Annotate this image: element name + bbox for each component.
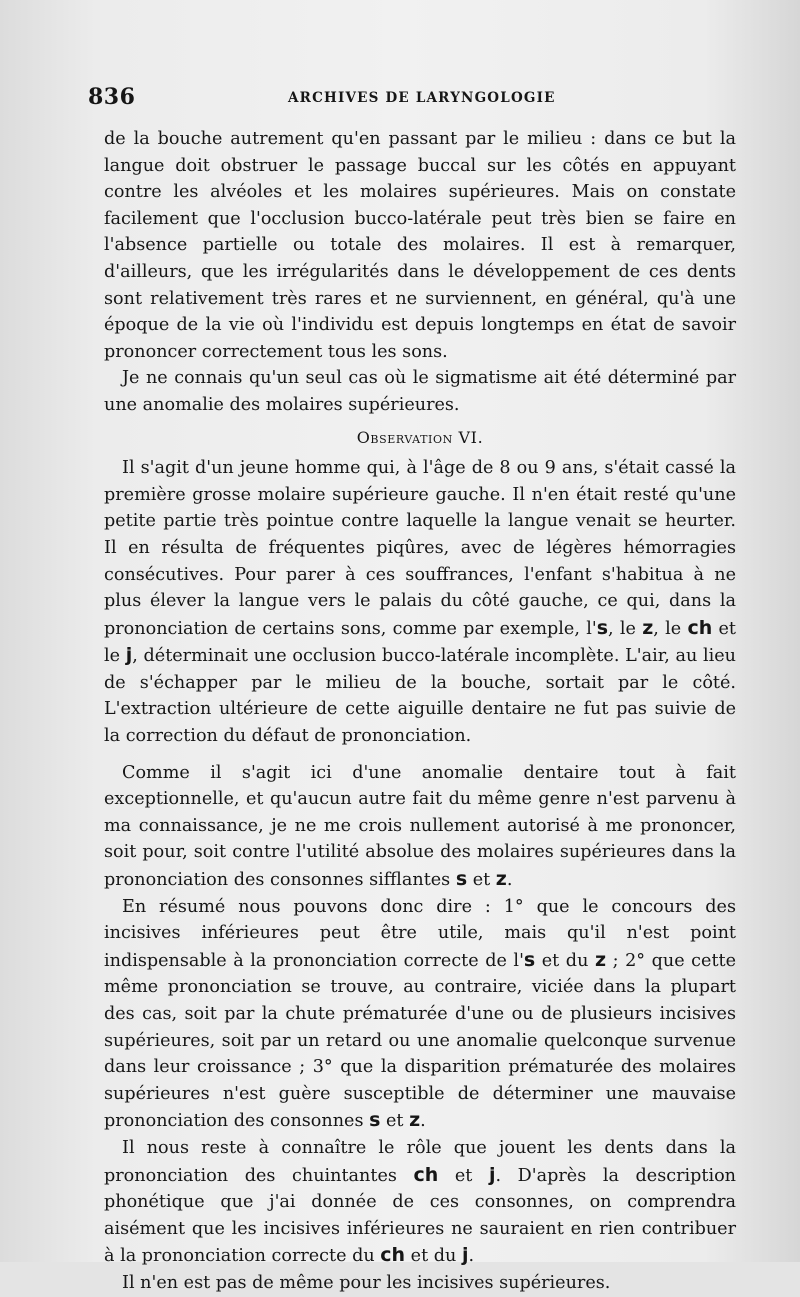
letter-s: s xyxy=(523,948,536,971)
text-run: et du xyxy=(405,1246,462,1267)
paragraph-4 xyxy=(104,760,736,894)
text-run: . xyxy=(468,1246,475,1267)
letter-j: j xyxy=(125,644,133,667)
text-run: et xyxy=(438,1165,489,1186)
paragraph-1: de la bouche autrement qu'en passant par le milieu : dans ce but la langue doit obstruer le passage buccal sur les côtés en appuyant contre les alvéoles et les molaires supérieures. Mais on constate facilement que l'occlusion bucco-latérale peut très bien se faire en l'absence partielle ou totale des molaires. Il est à remarquer, d'ailleurs, que les irrégularités dans le développement de ces dents sont relativement très rares et ne surviennent, en général, qu'à une époque de la vie où l'individu est depuis longtemps en état de savoir prononcer correctement tous les sons. xyxy=(104,129,736,362)
text-run: En résumé nous pouvons donc dire : 1° que le concours des incisives inférieures peut être utile, mais qu'il n'est point indispensable à la prononciation correcte de l' xyxy=(104,896,736,971)
letter-ch: ch xyxy=(413,1163,439,1186)
letter-ch: ch xyxy=(687,616,713,639)
letter-z: z xyxy=(594,948,607,971)
paragraph-2: Je ne connais qu'un seul cas où le sigmatisme ait été déterminé par une anomalie des molaires supérieures. xyxy=(104,368,736,415)
letter-ch: ch xyxy=(380,1244,406,1267)
text-run: et du xyxy=(535,950,595,971)
letter-j: j xyxy=(461,1244,469,1267)
text-run: Il nous reste à connaître le rôle que jouent les dents dans la prononciation des chuintantes xyxy=(104,1137,736,1186)
text-run: et xyxy=(467,870,496,891)
page-number: 836 xyxy=(88,84,136,110)
text-run: , le xyxy=(653,618,688,639)
paragraph-5 xyxy=(104,894,736,1135)
body-text xyxy=(104,126,736,1297)
text-run: . xyxy=(420,1111,426,1132)
letter-z: z xyxy=(409,1109,421,1132)
page-header xyxy=(88,84,740,114)
text-run: et le xyxy=(104,618,736,667)
text-run: Comme il s'agit ici d'une anomalie dentaire tout à fait exceptionnelle, et qu'aucun autre fait du même genre n'est parvenu à ma connaissance, je ne me crois nullement autorisé à me prononcer, soit pour, soit contre l'utilité absolue des molaires supérieures dans la prononciation des consonnes sifflantes xyxy=(104,762,736,891)
paragraph-7: Il n'en est pas de même pour les incisives supérieures. xyxy=(122,1272,611,1293)
paragraph-6 xyxy=(104,1135,736,1270)
letter-z: z xyxy=(495,868,507,891)
letter-j: j xyxy=(488,1163,496,1186)
text-run: . D'après la description phonétique que j'ai donnée de ces consonnes, on comprendra aisément que les incisives inférieures ne sauraient en rien contribuer à la prononciation correcte du xyxy=(104,1165,737,1267)
running-head: ARCHIVES DE LARYNGOLOGIE xyxy=(288,90,556,106)
letter-z: z xyxy=(642,616,654,639)
text-run: et xyxy=(380,1111,410,1132)
paragraph-3 xyxy=(104,455,736,750)
text-run: Il s'agit d'un jeune homme qui, à l'âge de 8 ou 9 ans, s'était cassé la première grosse molaire supérieure gauche. Il n'en était resté qu'une petite partie très pointue contre laquelle la langue venait se heurter. Il en résulta de fréquentes piqûres, avec de légères hémorragies consécutives. Pour parer à ces souffrances, l'enfant s'habitua à ne plus élever la langue vers le palais du côté gauche, ce qui, dans la prononciation de certains sons, comme par exemple, l' xyxy=(104,458,736,639)
letter-s: s xyxy=(596,616,608,639)
text-run: . xyxy=(506,870,513,891)
observation-heading: Observation VI. xyxy=(356,427,484,447)
text-run: , déterminait une occlusion bucco-latérale incomplète. L'air, au lieu de s'échapper par le milieu de la bouche, sortait par le côté. L'extraction ultérieure de cette aiguille dentaire ne fut pas suivie de la correction du défaut de prononciation. xyxy=(104,646,736,747)
letter-s: s xyxy=(369,1109,381,1132)
text-run: , le xyxy=(608,618,643,639)
letter-s: s xyxy=(455,868,468,891)
text-run: ; 2° que cette même prononciation se trouve, au contraire, viciée dans la plupart des cas, soit par la chute prématurée d'une ou de plusieurs incisives supérieures, soit par un retard ou une anomalie quelconque survenue dans leur croissance ; 3° que la disparition prématurée des molaires supérieures n'est guère susceptible de déterminer une mauvaise prononciation des consonnes xyxy=(104,950,736,1132)
